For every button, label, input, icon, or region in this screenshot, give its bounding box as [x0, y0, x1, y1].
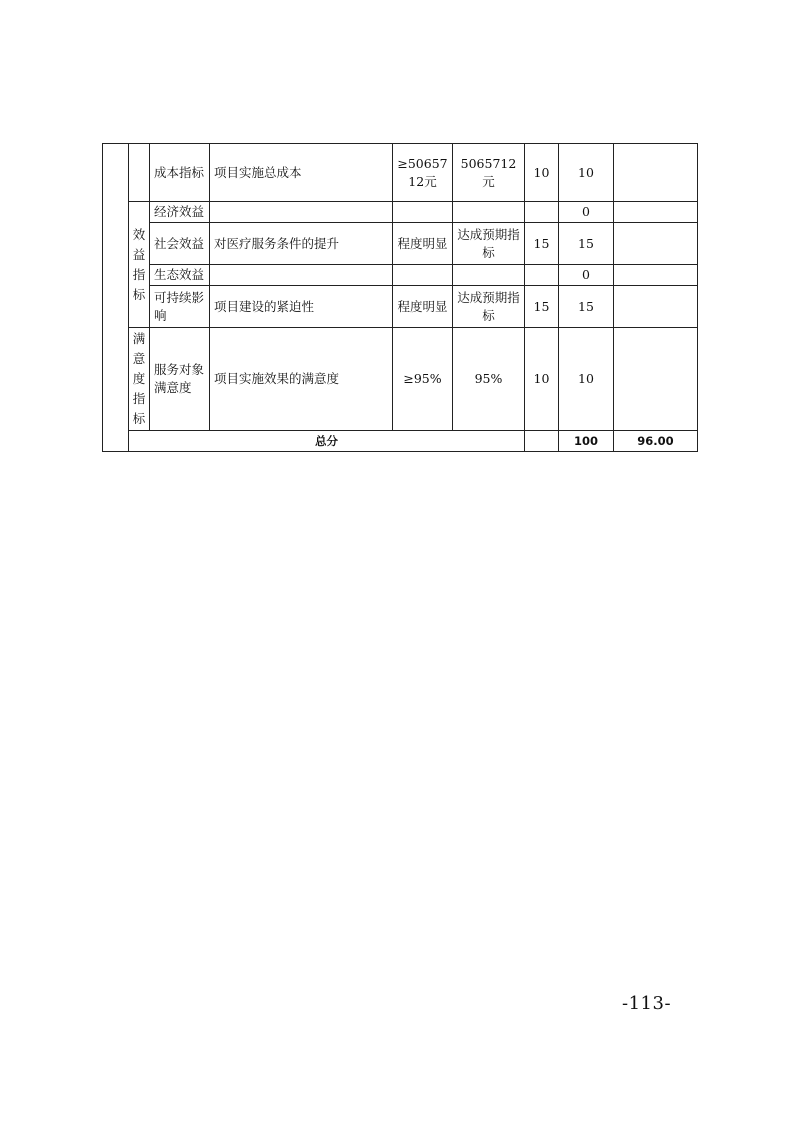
- target-cell: [393, 202, 453, 223]
- target-cell: ≥5065712元: [393, 144, 453, 202]
- score-cell: 10: [559, 328, 614, 431]
- remark-cell: [614, 202, 698, 223]
- weight-cell: [525, 265, 559, 286]
- total-weight: 100: [559, 431, 614, 452]
- indicator-cell: 项目建设的紧迫性: [210, 286, 393, 328]
- metric-type-cell: 经济效益: [150, 202, 210, 223]
- metric-type-cell: 社会效益: [150, 223, 210, 265]
- remark-cell: [614, 286, 698, 328]
- weight-cell: 10: [525, 144, 559, 202]
- weight-cell: 15: [525, 286, 559, 328]
- table-row: [103, 286, 698, 328]
- score-cell: 15: [559, 223, 614, 265]
- indicator-cell: 项目实施效果的满意度: [210, 328, 393, 431]
- table-row: [103, 328, 698, 431]
- remark-cell: [614, 144, 698, 202]
- page-number: -113-: [622, 993, 672, 1014]
- score-cell: 0: [559, 202, 614, 223]
- indicator-cell: [210, 202, 393, 223]
- benefit-group-label: 效 益 指 标: [129, 202, 150, 328]
- evaluation-table: [102, 143, 698, 452]
- outer-category-cell: [103, 144, 129, 452]
- indicator-cell: 对医疗服务条件的提升: [210, 223, 393, 265]
- table-row: [103, 265, 698, 286]
- score-cell: 0: [559, 265, 614, 286]
- actual-cell: 达成预期指标: [453, 286, 525, 328]
- actual-cell: [453, 265, 525, 286]
- actual-cell: 95%: [453, 328, 525, 431]
- target-cell: ≥95%: [393, 328, 453, 431]
- table-row: [103, 144, 698, 202]
- actual-cell: 5065712元: [453, 144, 525, 202]
- remark-cell: [614, 328, 698, 431]
- remark-cell: [614, 265, 698, 286]
- indicator-cell: [210, 265, 393, 286]
- table-row: [103, 202, 698, 223]
- target-cell: 程度明显: [393, 286, 453, 328]
- performance-table-fragment: [102, 143, 698, 452]
- metric-type-cell: 生态效益: [150, 265, 210, 286]
- satisfaction-group-label: 满 意 度 指 标: [129, 328, 150, 431]
- total-label: 总分: [129, 431, 525, 452]
- total-actual-cell: [525, 431, 559, 452]
- metric-type-cell: 可持续影响: [150, 286, 210, 328]
- weight-cell: 15: [525, 223, 559, 265]
- table-row: [103, 223, 698, 265]
- target-cell: [393, 265, 453, 286]
- actual-cell: 达成预期指标: [453, 223, 525, 265]
- score-cell: 10: [559, 144, 614, 202]
- target-cell: 程度明显: [393, 223, 453, 265]
- actual-cell: [453, 202, 525, 223]
- score-cell: 15: [559, 286, 614, 328]
- metric-type-cell: 服务对象满意度: [150, 328, 210, 431]
- remark-cell: [614, 223, 698, 265]
- weight-cell: 10: [525, 328, 559, 431]
- cost-group-cell: [129, 144, 150, 202]
- total-score: 96.00: [614, 431, 698, 452]
- weight-cell: [525, 202, 559, 223]
- metric-type-cell: 成本指标: [150, 144, 210, 202]
- indicator-cell: 项目实施总成本: [210, 144, 393, 202]
- total-row: [103, 431, 698, 452]
